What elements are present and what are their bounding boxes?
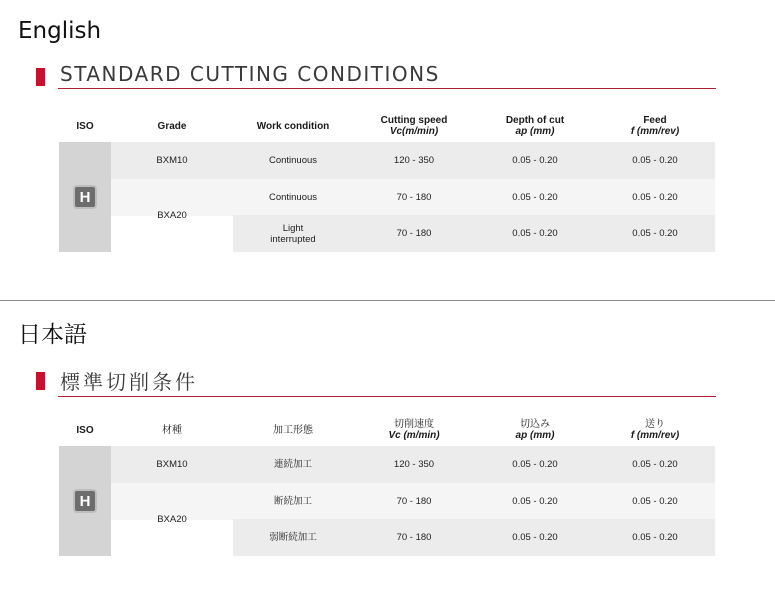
language-label-japanese: 日本語 [18, 322, 87, 348]
heading-text: STANDARD CUTTING CONDITIONS [60, 62, 440, 86]
table-header [59, 414, 715, 446]
speed-cell: 70 - 180 [396, 496, 432, 507]
heading-marker [36, 372, 45, 390]
table-body [59, 446, 715, 556]
iso-h-badge-icon: H [73, 489, 97, 513]
heading-marker [36, 68, 45, 86]
col-iso: ISO [76, 120, 94, 132]
heading-rule [58, 396, 716, 397]
depth-cell: 0.05 - 0.20 [512, 532, 558, 543]
col-grade: Grade [157, 120, 187, 132]
iso-cell [59, 446, 111, 556]
depth-cell: 0.05 - 0.20 [512, 459, 558, 470]
col-work-condition: 加工形態 [273, 424, 313, 436]
grade-cell: BXM10 [156, 459, 188, 470]
table-header [59, 110, 715, 142]
speed-cell: 120 - 350 [393, 459, 435, 470]
cutting-conditions-table-english [59, 110, 715, 252]
depth-cell: 0.05 - 0.20 [512, 228, 558, 239]
grade-cell: BXM10 [156, 155, 188, 166]
col-depth-of-cut: 切込み ap (mm) [515, 419, 555, 441]
feed-cell: 0.05 - 0.20 [632, 496, 678, 507]
feed-cell: 0.05 - 0.20 [632, 228, 678, 239]
col-feed: 送り f (mm/rev) [630, 419, 680, 441]
feed-cell: 0.05 - 0.20 [632, 459, 678, 470]
section-heading-english [36, 62, 716, 92]
col-cutting-speed: Cutting speed Vc(m/min) [380, 115, 448, 137]
depth-cell: 0.05 - 0.20 [512, 155, 558, 166]
heading-text: 標準切削条件 [60, 370, 198, 394]
section-heading-japanese [36, 366, 716, 396]
iso-cell [59, 142, 111, 252]
col-cutting-speed: 切削速度 Vc (m/min) [388, 419, 440, 441]
heading-rule [58, 88, 716, 89]
depth-cell: 0.05 - 0.20 [512, 496, 558, 507]
speed-cell: 70 - 180 [396, 192, 432, 203]
speed-cell: 70 - 180 [396, 532, 432, 543]
col-iso: ISO [76, 424, 94, 436]
work-cell: Continuous [268, 192, 318, 203]
work-cell: Continuous [268, 155, 318, 166]
depth-cell: 0.05 - 0.20 [512, 192, 558, 203]
cutting-conditions-table-japanese [59, 414, 715, 556]
grade-cell: BXA20 [157, 210, 187, 221]
feed-cell: 0.05 - 0.20 [632, 155, 678, 166]
iso-h-badge-icon: H [73, 185, 97, 209]
work-cell: 弱断続加工 [269, 532, 317, 543]
col-feed: Feed f (mm/rev) [630, 115, 680, 137]
language-divider [0, 300, 775, 301]
work-cell: 断続加工 [273, 496, 312, 507]
col-depth-of-cut: Depth of cut ap (mm) [505, 115, 565, 137]
feed-cell: 0.05 - 0.20 [632, 532, 678, 543]
grade-cell: BXA20 [157, 514, 187, 525]
speed-cell: 70 - 180 [396, 228, 432, 239]
speed-cell: 120 - 350 [393, 155, 435, 166]
language-label-english: English [18, 18, 102, 44]
col-grade: 材種 [162, 424, 182, 436]
table-body [59, 142, 715, 252]
feed-cell: 0.05 - 0.20 [632, 192, 678, 203]
work-cell: 連続加工 [273, 459, 312, 470]
col-work-condition: Work condition [256, 120, 330, 132]
work-cell: Light interrupted [270, 222, 316, 245]
